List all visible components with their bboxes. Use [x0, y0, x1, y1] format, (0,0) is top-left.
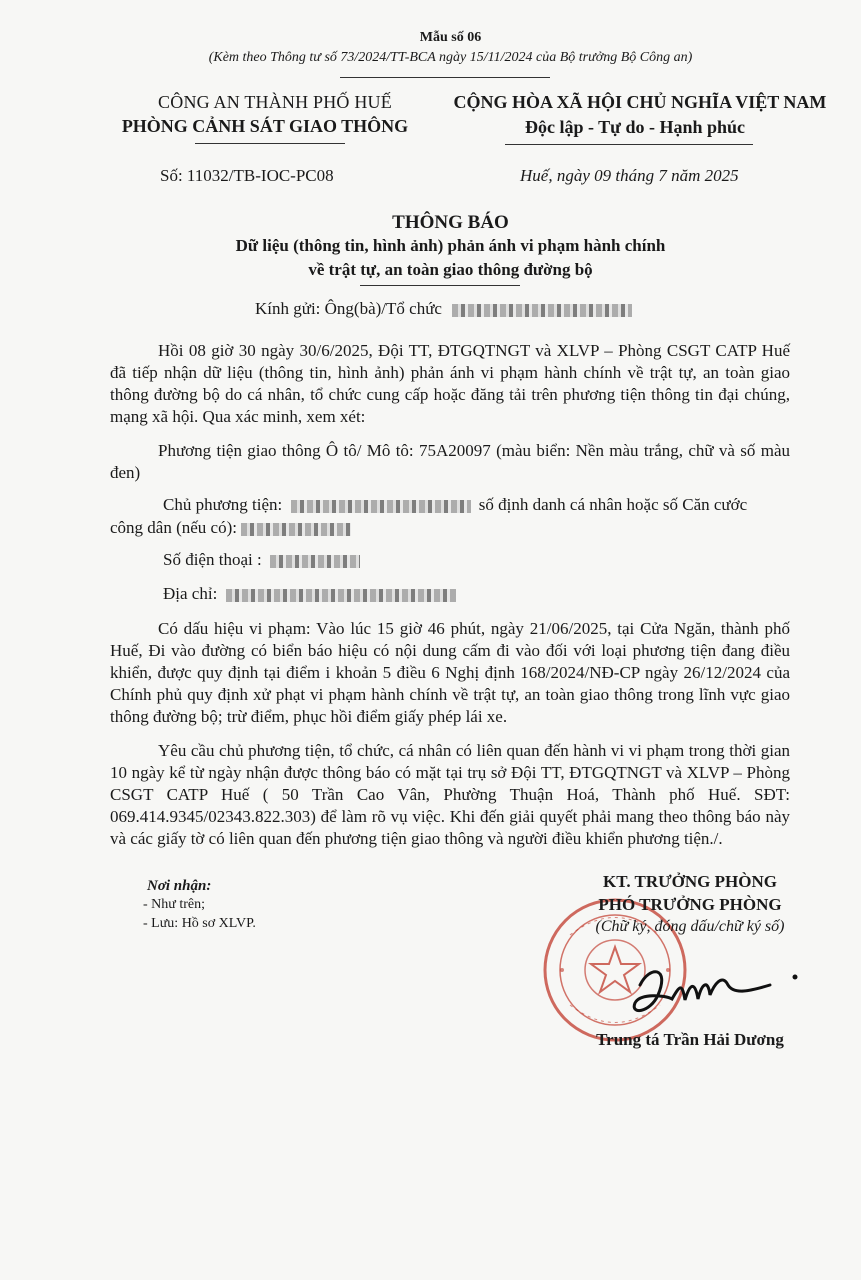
recipients-heading: Nơi nhận:: [147, 878, 212, 894]
nation-line-2: Độc lập - Tự do - Hạnh phúc: [524, 117, 746, 137]
owner-label: Chủ phương tiện:: [163, 495, 283, 514]
redacted-phone: [270, 555, 360, 568]
paragraph-intro-text: Hồi 08 giờ 30 ngày 30/6/2025, Đội TT, ĐTGQTNGT và XLVP – Phòng CSGT CATP Huế đã tiếp nhận dữ liệu (thông tin, hình ảnh) phản ánh vi phạm hành chính về trật tự, an toàn giao thông đường bộ do cá nhân, tổ chức cung cấp hoặc đăng tải trên phương tiện thông tin đại chúng, mạng xã hội. Qua xác minh, xem xét:: [110, 341, 790, 426]
phone-field: [163, 550, 360, 570]
paragraph-intro: [110, 340, 790, 428]
violation-text: Có dấu hiệu vi phạm: Vào lúc 15 giờ 46 phút, ngày 21/06/2025, tại Cửa Ngăn, thành phố Huế, Đi vào đường có biển báo hiệu có nội dung cấm đi vào đối với loại phương tiện đang điều khiển, được quy định tại điểm i khoản 5 điều 6 Nghị định 168/2024/NĐ-CP ngày 26/12/2024 của Chính phủ quy định xử phạt vi phạm hành chính về trật tự, an toàn giao thông trong lĩnh vực giao thông đường bộ; trừ điểm, phục hồi điểm giấy phép lái xe.: [110, 619, 790, 726]
signature-title-2: PHÓ TRƯỞNG PHÒNG: [598, 895, 782, 914]
signature-title-1: KT. TRƯỞNG PHÒNG: [603, 872, 777, 891]
document-title: THÔNG BÁO: [392, 212, 509, 233]
redacted-owner: [291, 500, 471, 513]
paragraph-vehicle: [110, 440, 790, 484]
form-number: Mẫu số 06: [419, 30, 482, 45]
org-line-2: PHÒNG CẢNH SÁT GIAO THÔNG: [121, 116, 409, 136]
org-line-1: CÔNG AN THÀNH PHỐ HUẾ: [158, 92, 392, 112]
salutation: [255, 299, 632, 319]
document-subtitle-2: về trật tự, an toàn giao thông đường bộ: [308, 260, 593, 279]
nation-divider: [505, 144, 753, 145]
document-subtitle-1: Dữ liệu (thông tin, hình ảnh) phản ánh vi phạm hành chính: [235, 236, 666, 255]
title-divider: [360, 285, 520, 286]
recipient-item: - Lưu: Hồ sơ XLVP.: [143, 916, 256, 931]
citizen-id-label: công dân (nếu có):: [110, 518, 237, 537]
handwritten-signature: [610, 955, 810, 1025]
nation-line-1: CỘNG HÒA XÃ HỘI CHỦ NGHĨA VIỆT NAM: [453, 92, 827, 112]
address-label: Địa chỉ:: [163, 584, 218, 603]
signer-name: Trung tá Trần Hải Dương: [596, 1030, 784, 1049]
org-divider: [195, 143, 345, 144]
owner-suffix: số định danh cá nhân hoặc số Căn cước: [478, 495, 748, 514]
paragraph-violation: [110, 618, 790, 728]
signature-note: (Chữ ký, đóng dấu/chữ ký số): [595, 918, 785, 935]
document-number: Số: 11032/TB-IOC-PC08: [160, 166, 334, 185]
divider: [340, 77, 550, 78]
request-text: Yêu cầu chủ phương tiện, tổ chức, cá nhân có liên quan đến hành vi vi phạm trong thời gian 10 ngày kể từ ngày nhận được thông báo có mặt tại trụ sở Đội TT, ĐTGQTNGT và XLVP – Phòng CSGT CATP Huế ( 50 Trần Cao Vân, Phường Thuận Hoá, Thành phố Huế. SĐT: 069.414.9345/02343.822.303) để làm rõ vụ việc. Khi đến giải quyết phải mang theo thông báo này và các giấy tờ có liên quan đến phương tiện giao thông và người điều khiển phương tiện./.: [110, 741, 790, 848]
recipient-item: - Như trên;: [143, 897, 206, 912]
citizen-id-field: [110, 518, 351, 538]
address-field: [163, 584, 456, 604]
place-date: Huế, ngày 09 tháng 7 năm 2025: [520, 166, 739, 185]
redacted-citizen-id: [241, 523, 351, 536]
vehicle-text: Phương tiện giao thông Ô tô/ Mô tô: 75A20097 (màu biển: Nền màu trắng, chữ và số màu đen): [110, 441, 790, 482]
salutation-text: Kính gửi: Ông(bà)/Tổ chức: [255, 299, 442, 318]
paragraph-request: [110, 740, 790, 850]
form-reference: (Kèm theo Thông tư số 73/2024/TT-BCA ngày 15/11/2024 của Bộ trưởng Bộ Công an): [208, 50, 693, 65]
redacted-address: [226, 589, 456, 602]
phone-label: Số điện thoại :: [163, 550, 262, 569]
owner-field: [163, 495, 747, 515]
redacted-name: [452, 304, 632, 317]
